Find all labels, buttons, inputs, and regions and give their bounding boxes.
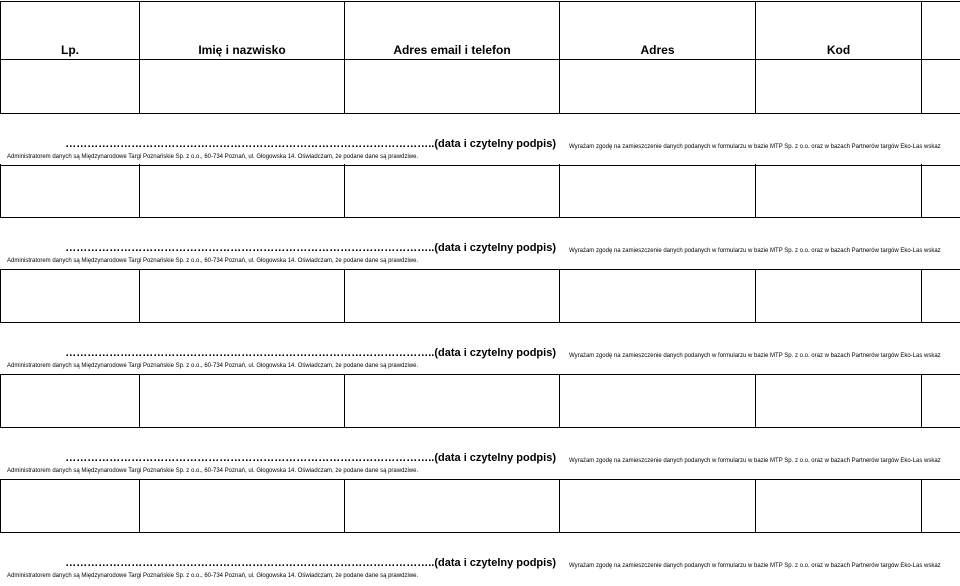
cell-extra[interactable] [921, 374, 960, 428]
admin-text: Administratorem danych są Międzynarodowe Targi Poznańskie Sp. z o.o., 60-734 Poznań, ul. Głogowska 14. Oświadczam, że podane dane są prawdziwe. [7, 573, 419, 579]
entry-cells [0, 374, 960, 428]
table-row [0, 374, 960, 480]
header-name: Imię i nazwisko [139, 1, 344, 60]
header-email-phone: Adres email i telefon [344, 1, 559, 60]
table-row [0, 164, 960, 270]
cell-email-phone[interactable] [344, 374, 559, 428]
signature-row [0, 114, 960, 166]
entry-cells [0, 60, 960, 114]
cell-code[interactable] [755, 269, 921, 323]
admin-text: Administratorem danych są Międzynarodowe Targi Poznańskie Sp. z o.o., 60-734 Poznań, ul. Głogowska 14. Oświadczam, że podane dane są prawdziwe. [7, 363, 419, 369]
cell-lp[interactable] [0, 479, 139, 533]
consent-text: Wyrażam zgodę na zamieszczenie danych podanych w formularzu w bazie MTP Sp. z o.o. oraz w bazach Partnerów targów Eko-Las wskaz [569, 458, 941, 464]
cell-lp[interactable] [0, 60, 139, 114]
signature-line[interactable]: ………………………………………………………………………………………..(data i czytelny podpis) [65, 138, 556, 150]
cell-address[interactable] [559, 60, 755, 114]
cell-extra[interactable] [921, 479, 960, 533]
cell-address[interactable] [559, 374, 755, 428]
cell-name[interactable] [139, 60, 344, 114]
cell-code[interactable] [755, 60, 921, 114]
cell-name[interactable] [139, 164, 344, 218]
signature-row [0, 533, 960, 585]
table-row [0, 269, 960, 375]
cell-email-phone[interactable] [344, 479, 559, 533]
header-lp: Lp. [0, 1, 139, 60]
admin-text: Administratorem danych są Międzynarodowe Targi Poznańskie Sp. z o.o., 60-734 Poznań, ul. Głogowska 14. Oświadczam, że podane dane są prawdziwe. [7, 468, 419, 474]
header-address: Adres [559, 1, 755, 60]
cell-name[interactable] [139, 479, 344, 533]
signature-row [0, 323, 960, 375]
cell-email-phone[interactable] [344, 60, 559, 114]
admin-text: Administratorem danych są Międzynarodowe Targi Poznańskie Sp. z o.o., 60-734 Poznań, ul. Głogowska 14. Oświadczam, że podane dane są prawdziwe. [7, 154, 419, 160]
cell-code[interactable] [755, 479, 921, 533]
consent-text: Wyrażam zgodę na zamieszczenie danych podanych w formularzu w bazie MTP Sp. z o.o. oraz w bazach Partnerów targów Eko-Las wskaz [569, 563, 941, 569]
signature-line[interactable]: ………………………………………………………………………………………..(data i czytelny podpis) [65, 452, 556, 464]
signature-row [0, 218, 960, 270]
table-row [0, 479, 960, 585]
signature-row [0, 428, 960, 480]
cell-code[interactable] [755, 374, 921, 428]
cell-address[interactable] [559, 269, 755, 323]
entry-cells [0, 164, 960, 218]
consent-text: Wyrażam zgodę na zamieszczenie danych podanych w formularzu w bazie MTP Sp. z o.o. oraz w bazach Partnerów targów Eko-Las wskaz [569, 248, 941, 254]
entry-cells [0, 479, 960, 533]
cell-code[interactable] [755, 164, 921, 218]
cell-lp[interactable] [0, 164, 139, 218]
signature-line[interactable]: ………………………………………………………………………………………..(data i czytelny podpis) [65, 557, 556, 569]
admin-text: Administratorem danych są Międzynarodowe Targi Poznańskie Sp. z o.o., 60-734 Poznań, ul. Głogowska 14. Oświadczam, że podane dane są prawdziwe. [7, 258, 419, 264]
cell-name[interactable] [139, 374, 344, 428]
cell-email-phone[interactable] [344, 269, 559, 323]
cell-extra[interactable] [921, 164, 960, 218]
cell-lp[interactable] [0, 269, 139, 323]
cell-extra[interactable] [921, 60, 960, 114]
consent-text: Wyrażam zgodę na zamieszczenie danych podanych w formularzu w bazie MTP Sp. z o.o. oraz w bazach Partnerów targów Eko-Las wskaz [569, 144, 941, 150]
consent-text: Wyrażam zgodę na zamieszczenie danych podanych w formularzu w bazie MTP Sp. z o.o. oraz w bazach Partnerów targów Eko-Las wskaz [569, 353, 941, 359]
cell-email-phone[interactable] [344, 164, 559, 218]
cell-extra[interactable] [921, 269, 960, 323]
signature-line[interactable]: ………………………………………………………………………………………..(data i czytelny podpis) [65, 242, 556, 254]
cell-lp[interactable] [0, 374, 139, 428]
header-extra [921, 1, 960, 60]
table-header-row [0, 0, 960, 60]
cell-address[interactable] [559, 479, 755, 533]
header-code: Kod [755, 1, 921, 60]
signature-line[interactable]: ………………………………………………………………………………………..(data i czytelny podpis) [65, 347, 556, 359]
cell-name[interactable] [139, 269, 344, 323]
table-row [0, 60, 960, 166]
entry-cells [0, 269, 960, 323]
cell-address[interactable] [559, 164, 755, 218]
